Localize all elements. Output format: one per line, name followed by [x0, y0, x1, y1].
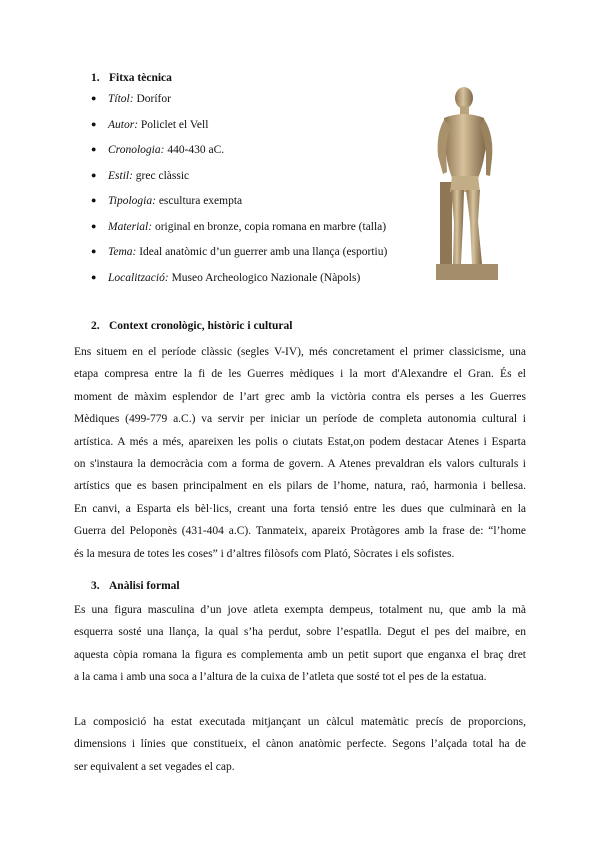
section-1-heading [91, 72, 172, 84]
list-item: ● Tipologia: escultura exempta [91, 195, 243, 207]
section-title: Context cronològic, històric i cultural [109, 320, 293, 332]
context-paragraph: Ens situem en el període clàssic (segles V-IV), més concretament el primer classicisme, una etapa compresa entre la fi de les Guerres mèdiques i la mort d'Alexandre el Gran. És el moment de màxim esplendor de l’art grec amb la victòria contra els perses a les Guerres Mèdiques (499-779 a.C.) va servir per iniciar un període de completa autonomia cultural i artística. A més a més, apareixen les polis o ciutats Estat,on podem destacar Atenes i Esparta on s'instaura la democràcia com a forma de govern. A Atenes prevaldran els valors culturals i artístics que es basen principalment en els pilars de l’home, natura, raó, harmonia i bellesa. En canvi, a Esparta els bèl·lics, creant una forta tensió entre les dues que culminarà en la Guerra del Peloponès (431-404 a.C). Tanmateix, apareix Protàgores amb la frase de: “l’home és la mesura de totes les coses” i d’altres filòsofs com Plató, Sòcrates i els sofistes. [74, 346, 526, 560]
statue-torso [444, 114, 486, 178]
formal-analysis-paragraph-1: Es una figura masculina d’un jove atleta exempta dempeus, totalment nu, que amb la mà esquerra sosté una llança, la qual s’ha perdut, sobre l’espatlla. Degut el pes del maibre, en aquesta còpia romana la figura es complementa amb un petit suport que enganxa el braç dret a la cama i amb una soca a l’altura de la cuixa de l’atleta que sosté tot el pes de la estatua. [74, 604, 526, 684]
list-item: ● Autor: Policlet el Vell [91, 118, 209, 131]
section-number: 3. [91, 580, 100, 592]
list-item: ● Tema: Ideal anatòmic d’un guerrer amb una llança (esportiu) [91, 246, 388, 258]
list-item: ● Localització: Museo Archeologico Nazionale (Nàpols) [91, 271, 361, 284]
section-2-heading [91, 320, 292, 332]
list-item: ● Títol: Dorífor [91, 93, 171, 105]
statue-left-leg [451, 190, 464, 264]
statue-head [455, 87, 473, 109]
list-item: ● Cronologia: 440-430 aC. [91, 144, 225, 156]
section-title: Fitxa tècnica [109, 72, 172, 84]
doryphoros-statue-image [426, 82, 510, 282]
statue-stump [440, 182, 452, 264]
technical-sheet-list [91, 91, 387, 295]
section-3-heading [91, 580, 180, 592]
statue-base [436, 264, 498, 280]
statue-right-leg [466, 190, 482, 264]
section-number: 1. [91, 72, 100, 84]
formal-analysis-paragraph-2: La composició ha estat executada mitjançant un càlcul matemàtic precís de proporcions, dimensions i línies que constitueix, el cànon anatòmic perfecte. Segons l’alçada total ha de ser equivalent a set vegades el cap. [74, 716, 526, 773]
list-item: ● Material: original en bronze, copia romana en marbre (talla) [91, 220, 387, 233]
section-title: Anàlisi formal [109, 580, 180, 592]
list-item: ● Estil: grec clàssic [91, 169, 190, 182]
section-number: 2. [91, 320, 100, 332]
